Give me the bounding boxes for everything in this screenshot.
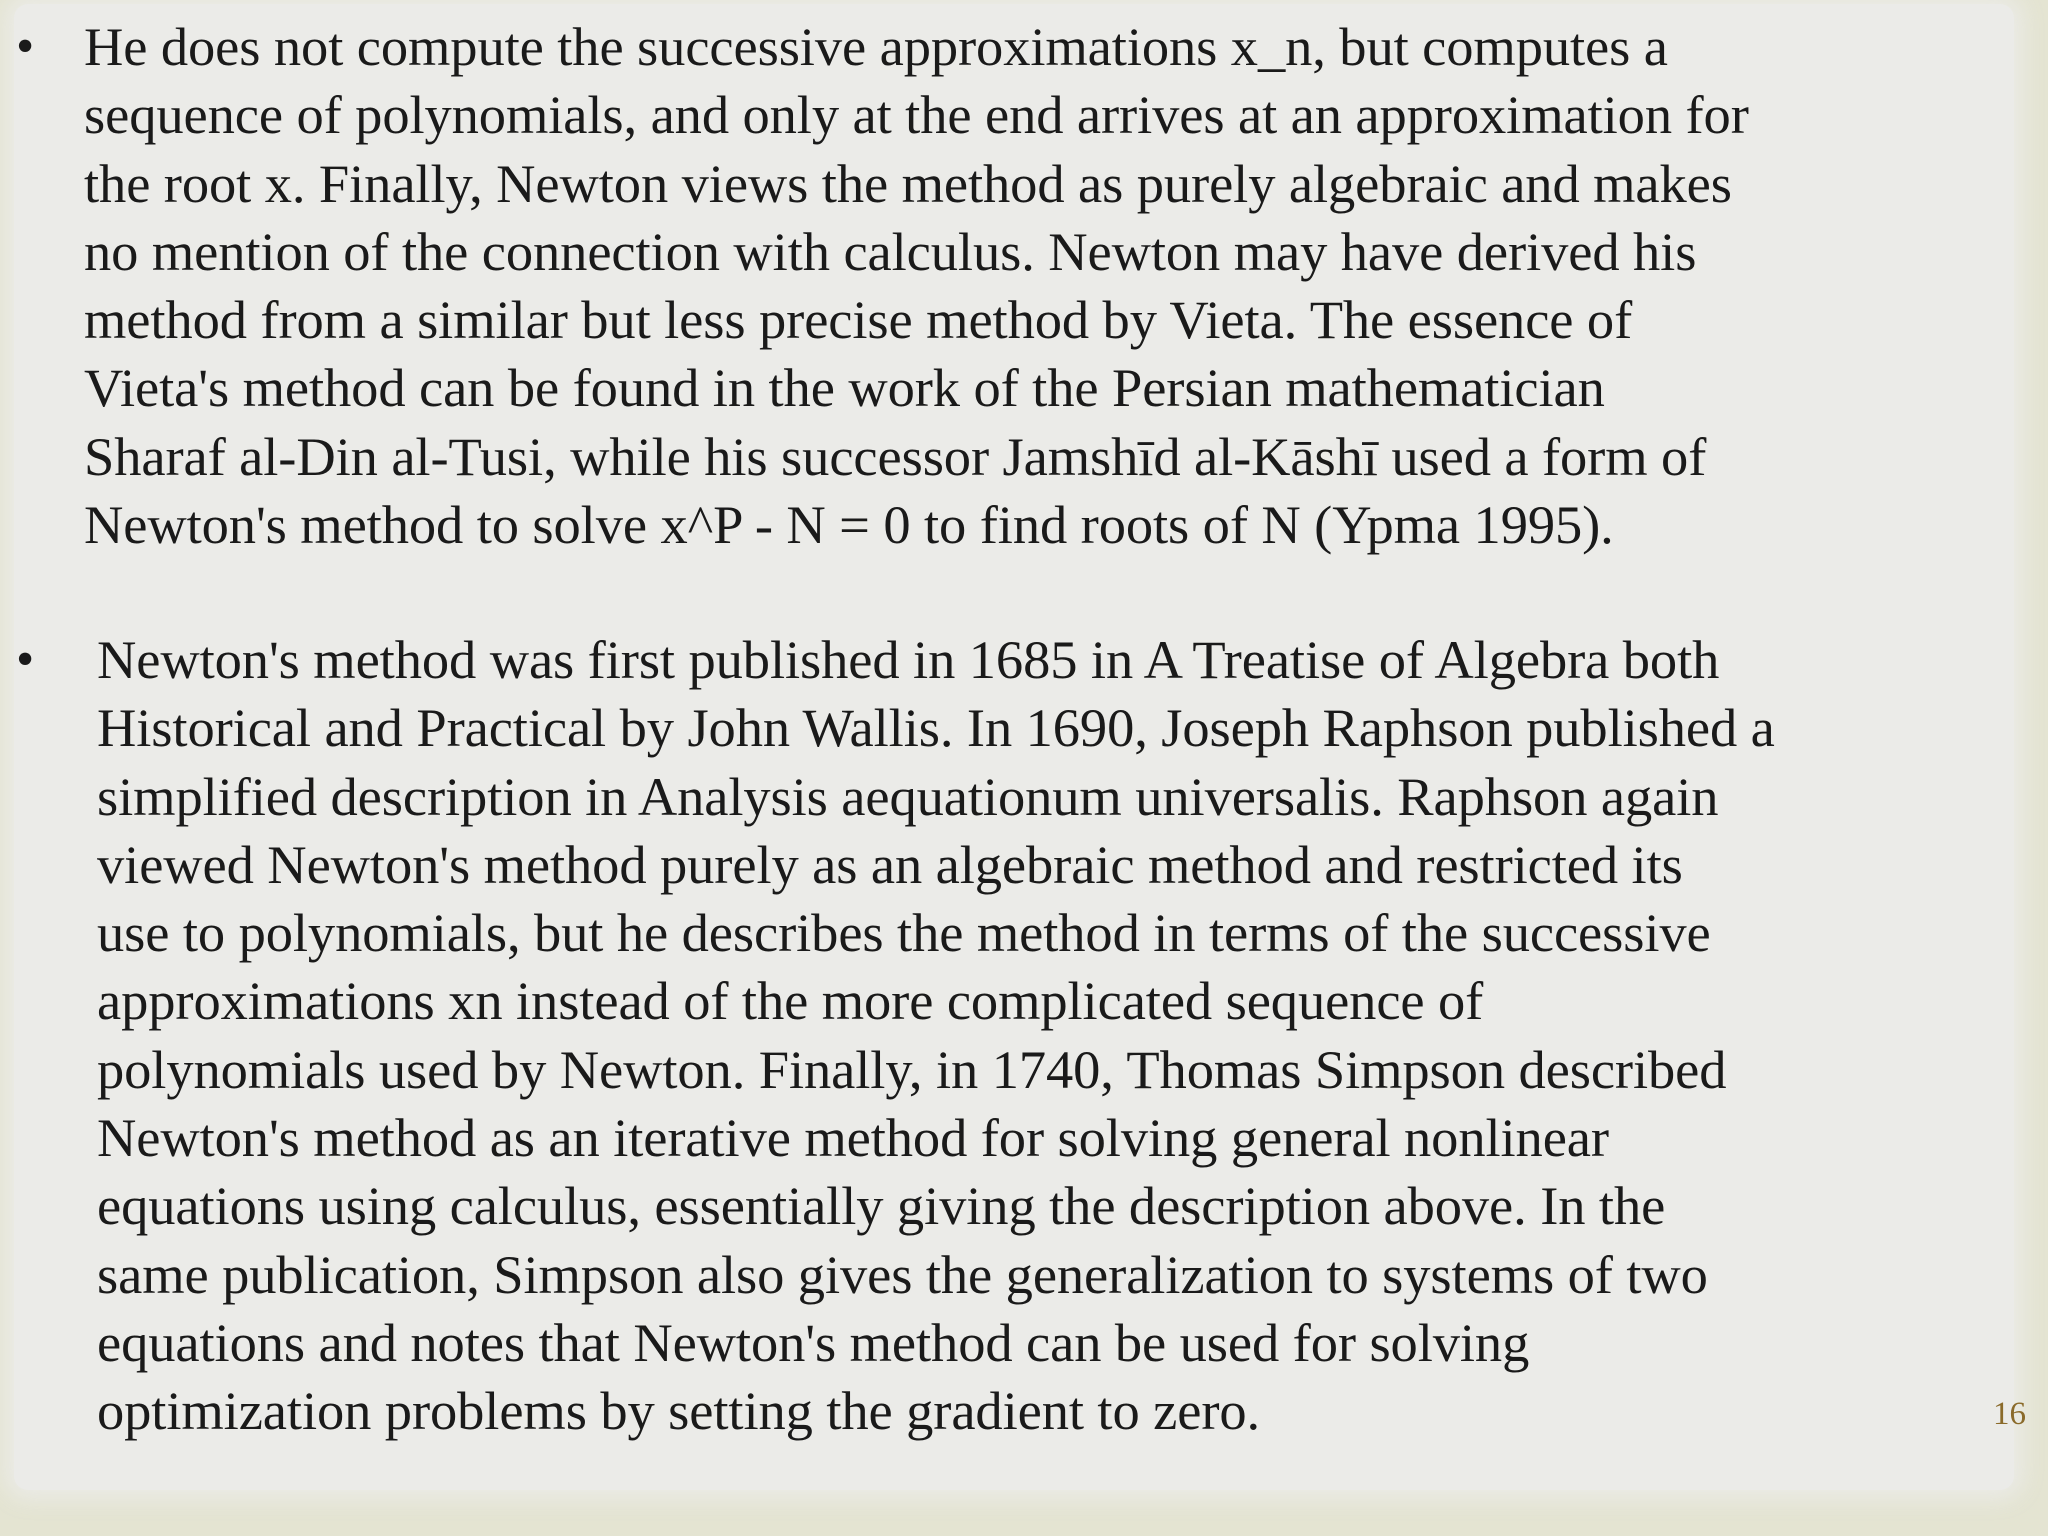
page-number: 16 — [1993, 1396, 2026, 1432]
bullet-icon: • — [16, 631, 35, 688]
bullet-text: Newton's method was first published in 1685 in A Treatise of Algebra both Historical and Practical by John Wallis. In 1690, Joseph Raphson published a simplified description in Analysis aequationum universalis. Raphson again viewed Newton's method purely as an algebraic method and restricted its use to polynomials, but he describes the method in terms of the successive approximations xn instead of the more complicated sequence of polynomials used by Newton. Finally, in 1740, Thomas Simpson described Newton's method as an iterative method for solving general nonlinear equations using calculus, essentially giving the description above. In the same publication, Simpson also gives the generalization to systems of two equations and notes that Newton's method can be used for solving optimization problems by setting the gradient to zero. — [97, 629, 1775, 1442]
bullet-icon: • — [16, 18, 35, 75]
bullet-text: He does not compute the successive approximations x_n, but computes a sequence of polynomials, and only at the end arrives at an approximation for the root x. Finally, Newton views the method as purely algebraic and makes no mention of the connection with calculus. Newton may have derived his method from a similar but less precise method by Vieta. The essence of Vieta's method can be found in the work of the Persian mathematician Sharaf al-Din al-Tusi, while his successor Jamshīd al-Kāshī used a form of Newton's method to solve x^P - N = 0 to find roots of N (Ypma 1995). — [84, 16, 1749, 556]
